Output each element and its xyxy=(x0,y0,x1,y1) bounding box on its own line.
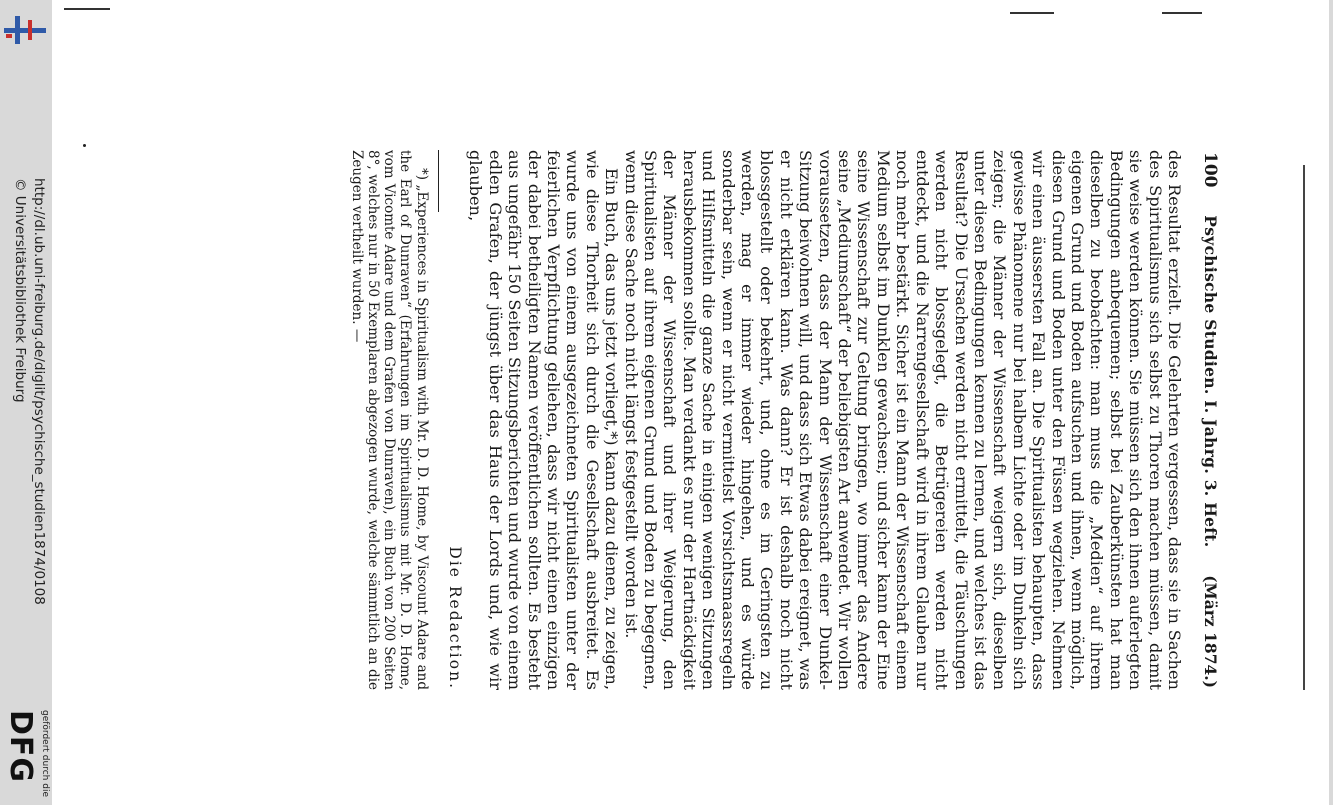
body-text xyxy=(445,150,1184,690)
footnote: *) „Experiences in Spiritualism with Mr. D. D. Home, by Viscount Adare and the Earl of Dunraven“ (Erfahrungen im Spiritualismus mit Mr. D. D. Home, vom Vicomte Adare und dem Grafen von Dunraven), ein Buch von 200 Seiten 8°, welches nur in 50 Exemplaren abgezogen wurde, welche sämmtlich an die Zeugen vertheilt wurden. — xyxy=(348,150,430,690)
scan-edge-mark xyxy=(64,8,110,10)
scan-speck xyxy=(83,144,86,147)
page-header xyxy=(1190,150,1220,690)
issue-date: (März 1874.) xyxy=(1201,575,1220,688)
copyright-notice: © Universitätsbibliothek Freiburg xyxy=(12,178,28,403)
source-url[interactable]: http://dl.ub.uni-freiburg.de/diglit/psychische_studien1874/0108 xyxy=(31,178,47,605)
dfg-funding-block xyxy=(4,710,50,800)
dfg-logo: DFG xyxy=(3,710,38,784)
paragraph: Ein Buch, das uns jetzt vorliegt,*) kann dazu dienen, zu zeigen, wie diese Thorheit sich durch die Gesellschaft ausbreitet. Es wurde uns von einem ausgezeichneten Spiritualisten unter der feierlichen Verpflichtung geliehen, dass wir nicht einen einzigen der dabei betheiligten Namen veröffentlichen sollten. Es besteht aus ungefähr 150 Seiten Sitzungsberichten und wurde von einem edlen Grafen, der jüngst über das Haus der Lords und, wie wir glauben, xyxy=(466,150,622,690)
footnote-rule xyxy=(438,150,439,212)
signature: Die Redaction. xyxy=(445,546,464,690)
page-edge-line xyxy=(1303,165,1305,690)
ub-freiburg-logo-icon xyxy=(4,12,46,48)
viewer-sidebar xyxy=(0,0,52,805)
scanned-page xyxy=(230,150,1220,690)
page-number: 100 xyxy=(1200,152,1220,188)
sidebar-url-block xyxy=(2,178,48,738)
viewer-right-edge xyxy=(1329,0,1333,805)
funding-note: gefördert durch die xyxy=(40,710,50,797)
scan-edge-mark xyxy=(1162,12,1202,14)
paragraph: des Resultat erzielt. Die Gelehrten vergessen, dass sie in Sachen des Spiritualismus sich selbst zu Thoren machen müssen, damit sie weise werden können. Sie müssen sich den ihnen auferlegten Bedingungen anbequemen; selbst bei Zauberkünsten hat man dieselben zu beobachten: man muss die „Medien“ auf ihrem eigenen Grund und Boden aufsuchen und ihnen, wenn möglich, diesen Grund und Boden unter den Füssen wegziehen. Nehmen wir einen äussersten Fall an. Die Spiritualisten behaupten, dass gewisse Phänomene nur bei halbem Lichte oder im Dunkeln sich zeigen; die Männer der Wissenschaft weigern sich, dieselben unter diesen Bedingungen kennen zu lernen, und welches ist das Resultat? Die Ursachen werden nicht ermittelt, die Täuschungen werden nicht blossgelegt, die Betrügereien werden nicht entdeckt, und die Narrengesellschaft wird in ihrem Glauben nur noch mehr bestärkt. Sicher ist ein Mann der Wissenschaft einem Medium selbst im Dunklen gewachsen; und sicher kann der Eine seine Wissenschaft zur Geltung bringen, wo immer das Andere seine „Mediumschaft“ der beliebigsten Art anwendet. Wir wollen voraussetzen, dass der Mann der Wissenschaft einer Dunkel-Sitzung beiwohnen will, und dass sich Etwas dabei ereignet, was er nicht erklären kann. Was dann? Er ist deshalb noch nicht blossgestellt oder bekehrt, und, ohne es im Geringsten zu werden, mag er immer wieder hingehen, und es würde sonderbar sein, wenn er nicht vermittelst Vorsichtsmaassregeln und Hilfsmitteln die ganze Sache in einigen wenigen Sitzungen herausbekommen sollte. Man verdankt es nur der Hartnäckigkeit der Männer der Wissenschaft und ihrer Weigerung, den Spiritualisten auf ihrem eigenen Grund und Boden zu begegnen, wenn diese Sache noch nicht längst festgestellt worden ist. xyxy=(621,150,1184,690)
running-head: Psychische Studien. I. Jahrg. 3. Heft. xyxy=(1201,215,1220,548)
scan-edge-mark xyxy=(1010,12,1054,14)
